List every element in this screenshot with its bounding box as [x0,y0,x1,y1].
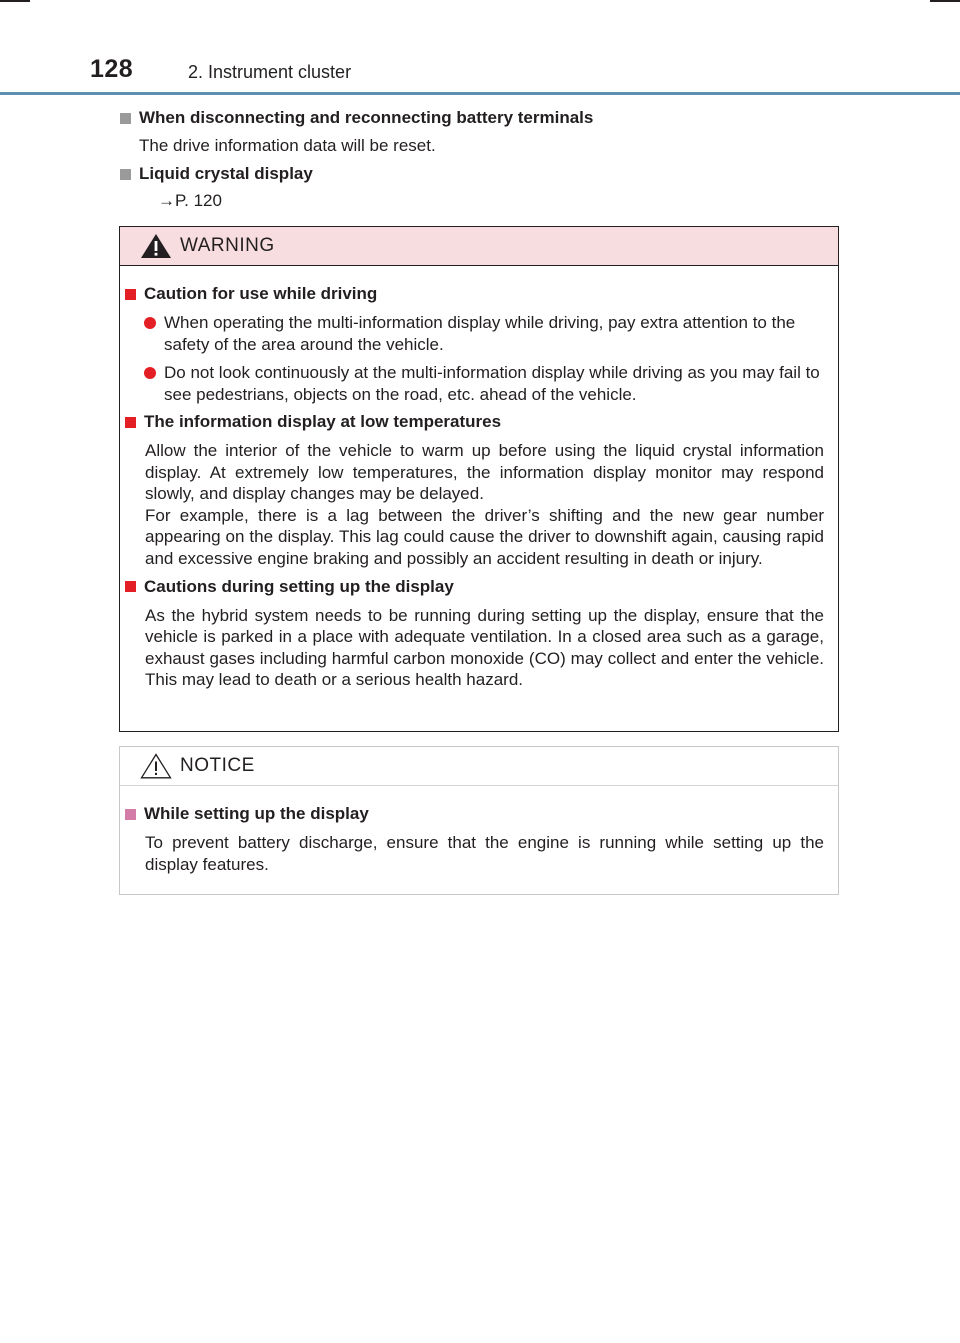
item-text-battery: The drive information data will be reset. [139,136,436,155]
warning-title: WARNING [180,235,275,256]
page-number: 128 [90,55,134,83]
warning-header [120,227,838,266]
red-square-icon [125,581,136,592]
notice-title: NOTICE [180,755,255,776]
notice-heading-setup: While setting up the display [125,804,824,824]
warning-heading-setup: Cautions during setting up the display [125,577,824,597]
crop-mark-right [930,0,960,2]
red-square-icon [125,289,136,300]
notice-body [120,786,838,875]
warning-heading-driving: Caution for use while driving [125,284,824,304]
bullet-item: Do not look continuously at the multi-information display while driving as you may fail to see pedestrians, objects on the road, etc. ahead of the vehicle. [144,362,824,405]
warning-box [119,226,839,732]
page-reference-link[interactable]: →P. 120 [158,191,222,210]
warning-triangle-icon [140,233,172,259]
item-heading-battery: When disconnecting and reconnecting battery terminals [120,108,593,128]
bullet-item: When operating the multi-information display while driving, pay extra attention to the safety of the area around the vehicle. [144,312,824,355]
warning-paragraph: For example, there is a lag between the driver’s shifting and the new gear number appearing on the display. This lag could cause the driver to downshift again, causing rapid and excessive engine braking and possibly an accident resulting in death or injury. [145,505,824,568]
page-header [0,52,960,96]
red-dot-icon [144,367,156,379]
warning-body [120,266,838,691]
red-square-icon [125,417,136,428]
grey-square-icon [120,113,131,124]
item-heading-lcd: Liquid crystal display [120,164,313,184]
header-rule [0,92,960,95]
pink-square-icon [125,809,136,820]
notice-header [120,747,838,786]
warning-paragraph: As the hybrid system needs to be running during setting up the display, ensure that the vehicle is parked in a place with adequate ventilation. In a closed area such as a garage, exhaust gases including harmful carbon monoxide (CO) may collect and enter the vehicle. This may lead to death or a serious health hazard. [145,605,824,690]
section-title: 2. Instrument cluster [188,62,352,82]
notice-box [119,746,839,895]
warning-heading-low-temp: The information display at low temperatures [125,412,824,432]
crop-mark-left [0,0,30,2]
red-dot-icon [144,317,156,329]
warning-paragraph: Allow the interior of the vehicle to warm up before using the liquid crystal information display. At extremely low temperatures, the information display monitor may respond slowly, and display changes may be delayed. [145,441,824,504]
notice-paragraph: To prevent battery discharge, ensure that the engine is running while setting up the display features. [145,833,824,874]
grey-square-icon [120,169,131,180]
notice-triangle-icon [140,753,172,779]
